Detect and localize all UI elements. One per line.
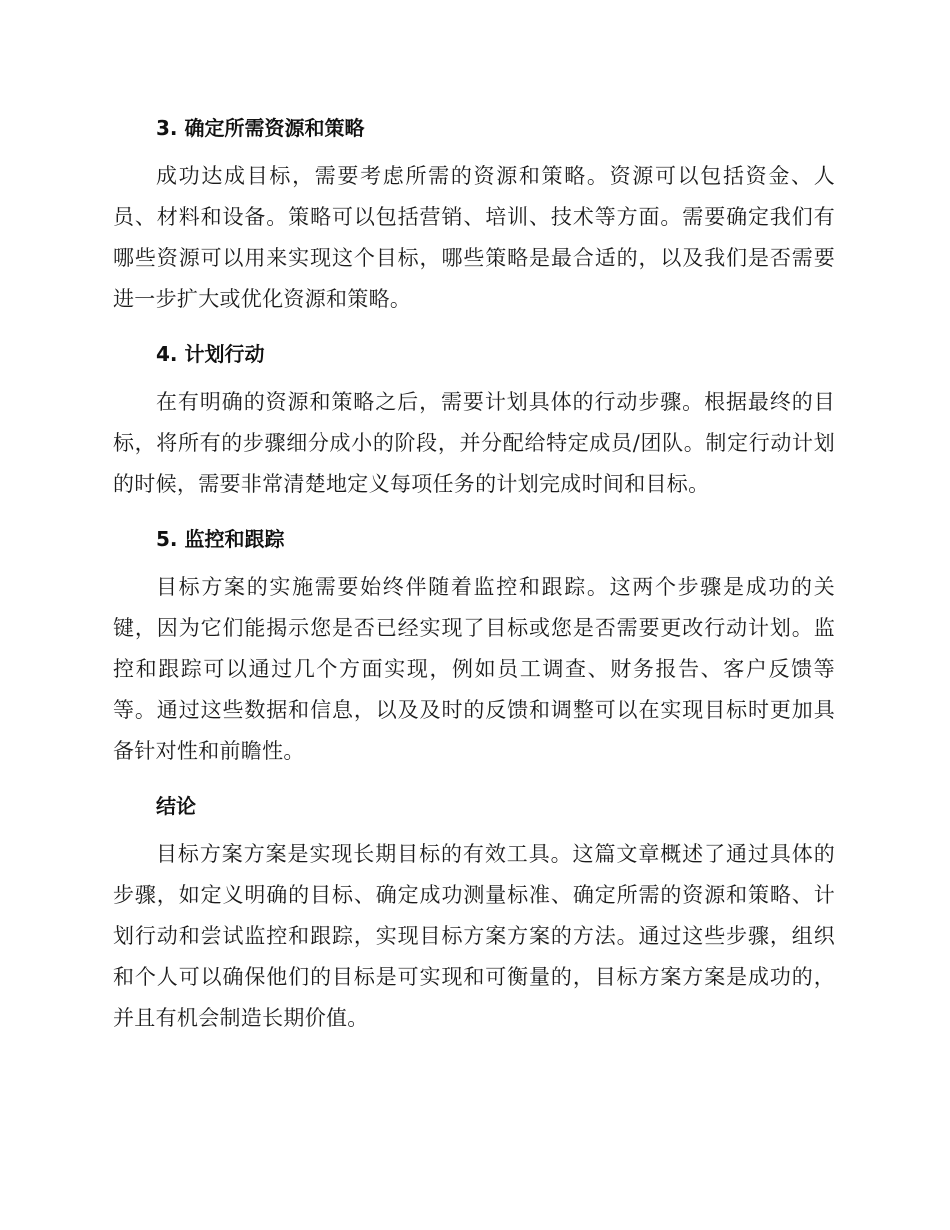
section-heading-conclusion: 结论 — [156, 794, 196, 818]
document-body — [113, 108, 835, 1053]
section-paragraph-resources-strategy: 成功达成目标，需要考虑所需的资源和策略。资源可以包括资金、人员、材料和设备。策略可以包括营销、培训、技术等方面。需要确定我们有哪些资源可以用来实现这个目标，哪些策略是最合适的，以及我们是否需要进一步扩大或优化资源和策略。 — [113, 164, 835, 311]
section-paragraph-conclusion: 目标方案方案是实现长期目标的有效工具。这篇文章概述了通过具体的步骤，如定义明确的目标、确定成功测量标准、确定所需的资源和策略、计划行动和尝试监控和跟踪，实现目标方案方案的方法。通过这些步骤，组织和个人可以确保他们的目标是可实现和可衡量的，目标方案方案是成功的，并且有机会制造长期价值。 — [113, 842, 835, 1030]
section-heading-monitor-track: 5. 监控和跟踪 — [156, 527, 285, 551]
section-paragraph-monitor-track: 目标方案的实施需要始终伴随着监控和跟踪。这两个步骤是成功的关键，因为它们能揭示您是否已经实现了目标或您是否需要更改行动计划。监控和跟踪可以通过几个方面实现，例如员工调查、财务报告、客户反馈等等。通过这些数据和信息，以及及时的反馈和调整可以在实现目标时更加具备针对性和前瞻性。 — [113, 575, 835, 763]
section-paragraph-plan-action: 在有明确的资源和策略之后，需要计划具体的行动步骤。根据最终的目标，将所有的步骤细分成小的阶段，并分配给特定成员/团队。制定行动计划的时候，需要非常清楚地定义每项任务的计划完成时间和目标。 — [113, 390, 835, 496]
section-heading-resources-strategy: 3. 确定所需资源和策略 — [156, 116, 365, 140]
section-heading-plan-action: 4. 计划行动 — [156, 342, 265, 366]
